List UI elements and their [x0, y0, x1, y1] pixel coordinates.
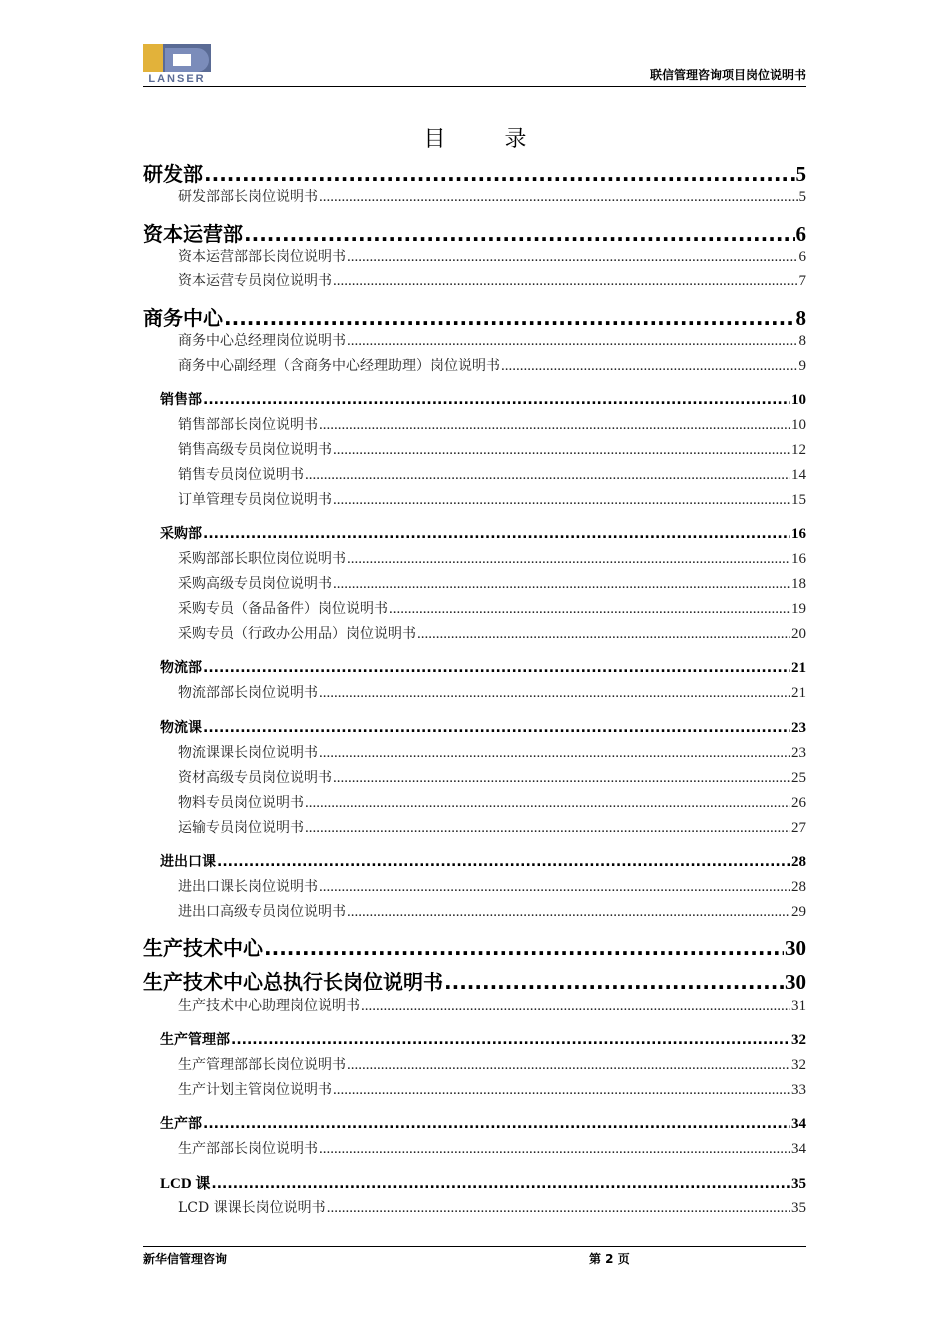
toc-entry-title: 进出口课长岗位说明书 — [178, 879, 318, 895]
toc-leader-dots — [327, 1200, 790, 1217]
toc-entry-page: 7 — [798, 273, 806, 289]
toc-leader-dots — [444, 970, 784, 994]
toc-entry-level3[interactable] — [178, 1138, 806, 1158]
toc-leader-dots — [203, 526, 790, 542]
toc-entry-title: 生产技术中心 — [143, 936, 263, 960]
toc-entry-page: 8 — [798, 333, 806, 349]
toc-entry-level3[interactable] — [178, 682, 806, 702]
toc-entry-title: 物流课课长岗位说明书 — [178, 745, 318, 761]
toc-leader-dots — [217, 854, 790, 870]
toc-entry-level3[interactable] — [178, 598, 806, 618]
toc-entry-level3[interactable] — [178, 817, 806, 837]
footer-company: 新华信管理咨询 — [143, 1252, 228, 1266]
toc-entry-level1[interactable] — [143, 966, 806, 995]
toc-leader-dots — [319, 685, 790, 702]
toc-entry-page: 31 — [791, 998, 806, 1014]
toc-entry-level3[interactable] — [178, 792, 806, 812]
toc-entry-title: 生产管理部部长岗位说明书 — [178, 1057, 346, 1073]
toc-leader-dots — [305, 795, 790, 812]
toc-leader-dots — [361, 998, 790, 1015]
toc-entry-page: 16 — [791, 551, 806, 567]
toc-entry-page: 15 — [791, 492, 806, 508]
toc-entry-level3[interactable] — [178, 464, 806, 484]
toc-leader-dots — [333, 1082, 790, 1099]
lanser-logo — [143, 44, 211, 86]
toc-entry-page: 32 — [791, 1032, 806, 1048]
toc-entry-title: LCD 课课长岗位说明书 — [178, 1200, 326, 1216]
toc-leader-dots — [347, 333, 798, 350]
toc-entry-title: 采购部 — [160, 526, 202, 542]
page-header — [143, 44, 806, 87]
toc-entry-page: 8 — [795, 306, 806, 330]
toc-entry-title: 物流课 — [160, 720, 202, 736]
toc-entry-title: 销售专员岗位说明书 — [178, 467, 304, 483]
toc-title: 目 录 — [423, 127, 553, 152]
toc-entry-title: 研发部部长岗位说明书 — [178, 189, 318, 205]
toc-entry-title: 销售高级专员岗位说明书 — [178, 442, 332, 458]
toc-entry-page: 23 — [791, 745, 806, 761]
toc-entry-level1[interactable] — [143, 158, 806, 187]
toc-leader-dots — [319, 879, 790, 896]
toc-leader-dots — [305, 820, 790, 837]
toc-entry-level1[interactable] — [143, 218, 806, 247]
toc-entry-page: 21 — [791, 660, 806, 676]
toc-entry-title: 采购专员（行政办公用品）岗位说明书 — [178, 626, 416, 642]
toc-leader-dots — [224, 306, 795, 330]
toc-entry-page: 6 — [795, 222, 806, 246]
toc-entry-level2[interactable] — [160, 1172, 806, 1193]
toc-entry-page: 25 — [791, 770, 806, 786]
toc-entry-title: 资本运营部 — [143, 222, 243, 246]
toc-entry-level3[interactable] — [178, 489, 806, 509]
toc-leader-dots — [244, 222, 795, 246]
toc-entry-page: 5 — [798, 189, 806, 205]
toc-entry-title: 物流部部长岗位说明书 — [178, 685, 318, 701]
toc-entry-title: 生产部 — [160, 1116, 202, 1132]
toc-entry-title: 生产技术中心总执行长岗位说明书 — [143, 970, 443, 994]
toc-entry-level2[interactable] — [160, 1029, 806, 1049]
toc-entry-level3[interactable] — [178, 901, 806, 921]
toc-entry-title: 进出口高级专员岗位说明书 — [178, 904, 346, 920]
toc-entry-level3[interactable] — [178, 439, 806, 459]
toc-entry-level3[interactable] — [178, 1054, 806, 1074]
toc-leader-dots — [211, 1176, 790, 1192]
toc-entry-page: 20 — [791, 626, 806, 642]
toc-leader-dots — [333, 273, 798, 290]
toc-entry-title: 生产计划主管岗位说明书 — [178, 1082, 332, 1098]
toc-entry-page: 26 — [791, 795, 806, 811]
toc-entry-title: 生产技术中心助理岗位说明书 — [178, 998, 360, 1014]
toc-entry-title: 商务中心 — [143, 306, 223, 330]
toc-entry-page: 28 — [791, 879, 806, 895]
toc-leader-dots — [203, 1116, 790, 1132]
toc-leader-dots — [347, 904, 790, 921]
toc-entry-page: 12 — [791, 442, 806, 458]
toc-entry-level3[interactable] — [178, 995, 806, 1015]
toc-entry-title: 商务中心副经理（含商务中心经理助理）岗位说明书 — [178, 358, 500, 374]
toc-leader-dots — [305, 467, 790, 484]
toc-entry-level2[interactable] — [160, 851, 806, 871]
toc-leader-dots — [333, 576, 790, 593]
toc-entry-title: 进出口课 — [160, 854, 216, 870]
toc-entry-page: 19 — [791, 601, 806, 617]
toc-entry-level1[interactable] — [143, 932, 806, 961]
toc-entry-page: 23 — [791, 720, 806, 736]
toc-entry-page: 14 — [791, 467, 806, 483]
toc-leader-dots — [264, 936, 784, 960]
toc-entry-page: 34 — [791, 1116, 806, 1132]
toc-entry-level2[interactable] — [160, 717, 806, 737]
toc-leader-dots — [204, 162, 795, 186]
toc-entry-title: 生产部部长岗位说明书 — [178, 1141, 318, 1157]
toc-entry-level3[interactable] — [178, 1079, 806, 1099]
toc-entry-page: 27 — [791, 820, 806, 836]
toc-entry-level2[interactable] — [160, 389, 806, 409]
toc-entry-title: 商务中心总经理岗位说明书 — [178, 333, 346, 349]
toc-leader-dots — [347, 1057, 790, 1074]
toc-entry-page: 9 — [798, 358, 806, 374]
toc-entry-level3[interactable] — [178, 414, 806, 434]
toc-leader-dots — [333, 442, 790, 459]
toc-entry-title: 采购专员（备品备件）岗位说明书 — [178, 601, 388, 617]
toc-entry-level1[interactable] — [143, 302, 806, 331]
toc-entry-level3[interactable] — [178, 186, 806, 206]
toc-entry-level3[interactable] — [178, 1197, 806, 1217]
toc-leader-dots — [203, 720, 790, 736]
toc-leader-dots — [319, 745, 790, 762]
toc-entry-level2[interactable] — [160, 1113, 806, 1133]
toc-entry-page: 30 — [785, 936, 806, 960]
toc-entry-title: 运输专员岗位说明书 — [178, 820, 304, 836]
header-title: 联信管理咨询项目岗位说明书 — [649, 68, 806, 82]
toc-entry-title: 物料专员岗位说明书 — [178, 795, 304, 811]
toc-entry-page: 35 — [791, 1176, 806, 1192]
toc-leader-dots — [347, 249, 798, 266]
toc-entry-level3[interactable] — [178, 767, 806, 787]
toc-entry-level3[interactable] — [178, 330, 806, 350]
toc-entry-title: 销售部部长岗位说明书 — [178, 417, 318, 433]
toc-entry-level3[interactable] — [178, 246, 806, 266]
toc-leader-dots — [319, 1141, 790, 1158]
toc-entry-level3[interactable] — [178, 573, 806, 593]
toc-leader-dots — [417, 626, 790, 643]
page-footer — [143, 1246, 806, 1271]
toc-entry-title: 采购高级专员岗位说明书 — [178, 576, 332, 592]
toc-entry-title: 订单管理专员岗位说明书 — [178, 492, 332, 508]
toc-entry-page: 21 — [791, 685, 806, 701]
toc-leader-dots — [203, 660, 790, 676]
toc-entry-page: 16 — [791, 526, 806, 542]
toc-entry-title: 资本运营部部长岗位说明书 — [178, 249, 346, 265]
toc-entry-level3[interactable] — [178, 355, 806, 375]
footer-page-number: 第 2 页 — [589, 1252, 630, 1266]
logo-text: LANSER — [143, 72, 211, 86]
toc-leader-dots — [389, 601, 790, 618]
toc-entry-title: 研发部 — [143, 162, 203, 186]
toc-entry-title: 资本运营专员岗位说明书 — [178, 273, 332, 289]
toc-leader-dots — [347, 551, 790, 568]
toc-leader-dots — [203, 392, 790, 408]
toc-entry-title: 采购部部长职位岗位说明书 — [178, 551, 346, 567]
toc-entry-level3[interactable] — [178, 876, 806, 896]
toc-entry-title: 生产管理部 — [160, 1032, 230, 1048]
toc-entry-title: LCD 课 — [160, 1176, 211, 1192]
toc-leader-dots — [501, 358, 798, 375]
toc-entry-level2[interactable] — [160, 523, 806, 543]
toc-entry-level3[interactable] — [178, 742, 806, 762]
toc-leader-dots — [231, 1032, 790, 1048]
toc-entry-page: 30 — [785, 970, 806, 994]
toc-entry-page: 35 — [791, 1200, 806, 1216]
toc-entry-page: 29 — [791, 904, 806, 920]
toc-entry-title: 销售部 — [160, 392, 202, 408]
toc-entry-level3[interactable] — [178, 270, 806, 290]
toc-entry-page: 5 — [795, 162, 806, 186]
toc-entry-level2[interactable] — [160, 657, 806, 677]
toc-leader-dots — [319, 417, 790, 434]
toc-entry-page: 10 — [791, 417, 806, 433]
toc-leader-dots — [319, 189, 798, 206]
toc-entry-page: 33 — [791, 1082, 806, 1098]
toc-entry-level3[interactable] — [178, 623, 806, 643]
toc-entry-page: 18 — [791, 576, 806, 592]
toc-entry-page: 34 — [791, 1141, 806, 1157]
toc-entry-title: 物流部 — [160, 660, 202, 676]
toc-entry-page: 6 — [798, 249, 806, 265]
toc-entry-title: 资材高级专员岗位说明书 — [178, 770, 332, 786]
toc-entry-page: 10 — [791, 392, 806, 408]
toc-entry-level3[interactable] — [178, 548, 806, 568]
toc-entry-page: 28 — [791, 854, 806, 870]
toc-leader-dots — [333, 492, 790, 509]
toc-entry-page: 32 — [791, 1057, 806, 1073]
toc-leader-dots — [333, 770, 790, 787]
